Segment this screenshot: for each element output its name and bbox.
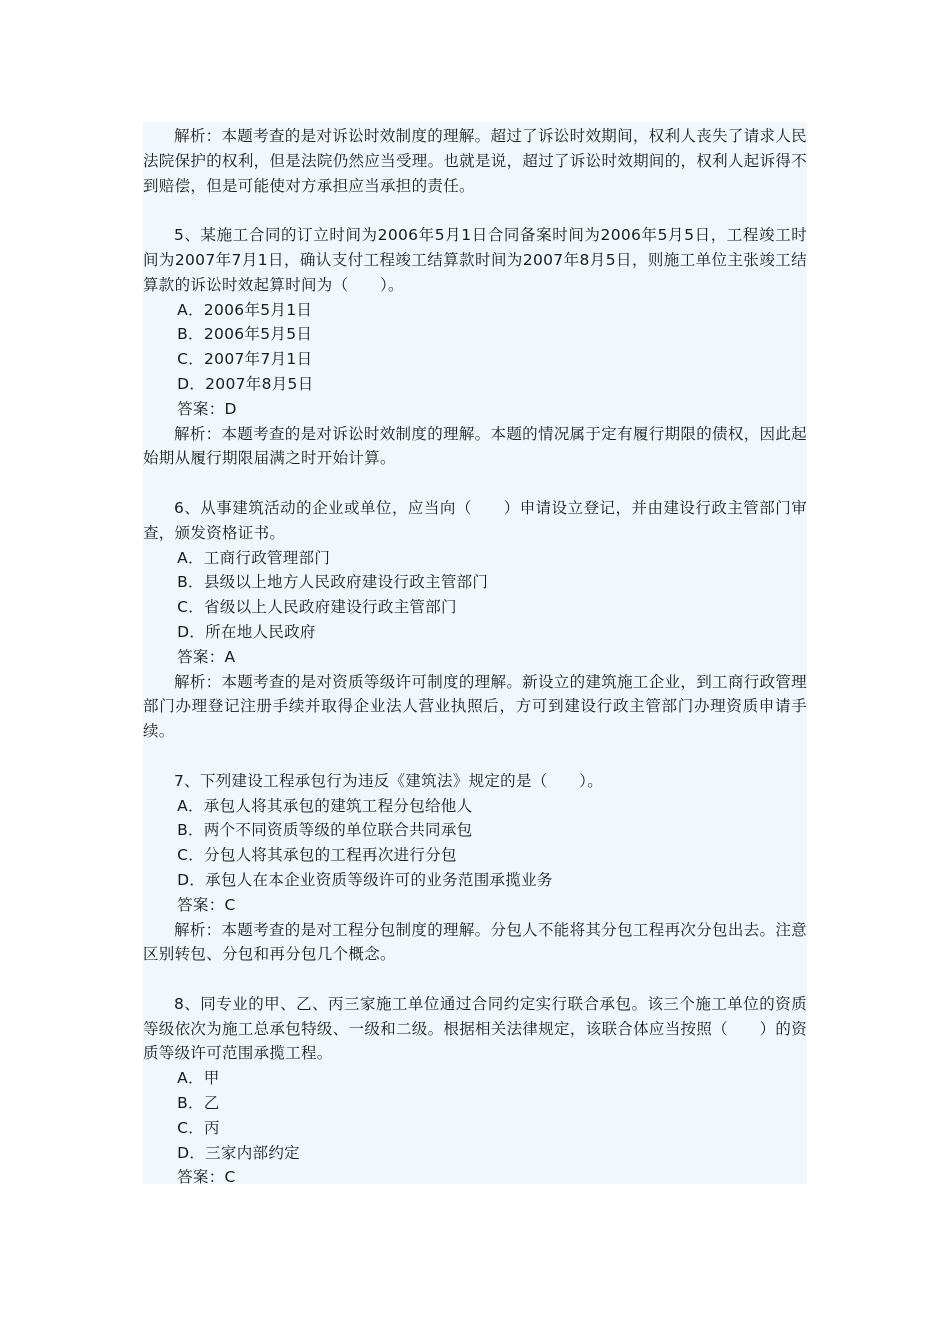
- question-block-8: [143, 992, 807, 1190]
- question-block-5: [143, 223, 807, 471]
- question-block-7: [143, 769, 807, 967]
- option-b: B．两个不同资质等级的单位联合共同承包: [177, 821, 473, 840]
- question-stem: 5、某施工合同的订立时间为2006年5月1日合同备案时间为2006年5月5日，工程竣工时间为2007年7月1日，确认支付工程竣工结算款时间为2007年8月5日，则施工单位主张竣工结算款的诉讼时效起算时间为（ ）。: [143, 226, 807, 294]
- document-body: [143, 124, 807, 1190]
- intro-analysis: 解析：本题考查的是对诉讼时效制度的理解。超过了诉讼时效期间，权利人丧失了请求人民法院保护的权利，但是法院仍然应当受理。也就是说，超过了诉讼时效期间的，权利人起诉得不到赔偿，但是可能使对方承担应当承担的责任。: [143, 127, 807, 195]
- option-a: A．甲: [177, 1069, 220, 1088]
- question-stem: 8、同专业的甲、乙、丙三家施工单位通过合同约定实行联合承包。该三个施工单位的资质等级依次为施工总承包特级、一级和二级。根据相关法律规定，该联合体应当按照（ ）的资质等级许可范围承揽工程。: [143, 994, 807, 1063]
- option-d: D．三家内部约定: [177, 1143, 300, 1162]
- option-d: D．所在地人民政府: [177, 622, 316, 641]
- option-a: A．2006年5月1日: [177, 300, 313, 319]
- answer: 答案：A: [177, 647, 236, 666]
- answer: 答案：D: [177, 399, 237, 418]
- spacer: [143, 967, 807, 992]
- spacer: [143, 471, 807, 496]
- question-block-6: [143, 496, 807, 744]
- question-stem: 6、从事建筑活动的企业或单位，应当向（ ）申请设立登记，并由建设行政主管部门审查，颁发资格证书。: [143, 498, 807, 542]
- spacer: [143, 198, 807, 223]
- option-c: C．丙: [177, 1118, 220, 1137]
- analysis: 解析：本题考查的是对工程分包制度的理解。分包人不能将其分包工程再次分包出去。注意区别转包、分包和再分包几个概念。: [143, 920, 807, 964]
- option-c: C．省级以上人民政府建设行政主管部门: [177, 598, 457, 617]
- option-a: A．工商行政管理部门: [177, 548, 331, 567]
- analysis: 解析：本题考查的是对诉讼时效制度的理解。本题的情况属于定有履行期限的债权，因此起始期从履行期限届满之时开始计算。: [143, 424, 807, 468]
- option-d: D．承包人在本企业资质等级许可的业务范围承揽业务: [177, 870, 553, 889]
- option-d: D．2007年8月5日: [177, 374, 314, 393]
- option-b: B．县级以上地方人民政府建设行政主管部门: [177, 573, 489, 592]
- answer: 答案：C: [177, 1168, 236, 1187]
- option-c: C．2007年7月1日: [177, 350, 313, 369]
- option-b: B．乙: [177, 1094, 220, 1113]
- answer: 答案：C: [177, 895, 236, 914]
- spacer: [143, 744, 807, 769]
- option-c: C．分包人将其承包的工程再次进行分包: [177, 846, 457, 865]
- option-b: B．2006年5月5日: [177, 325, 313, 344]
- analysis: 解析：本题考查的是对资质等级许可制度的理解。新设立的建筑施工企业，到工商行政管理部门办理登记注册手续并取得企业法人营业执照后，方可到建设行政主管部门办理资质申请手续。: [143, 672, 807, 741]
- option-a: A．承包人将其承包的建筑工程分包给他人: [177, 796, 473, 815]
- question-stem: 7、下列建设工程承包行为违反《建筑法》规定的是（ ）。: [174, 771, 604, 790]
